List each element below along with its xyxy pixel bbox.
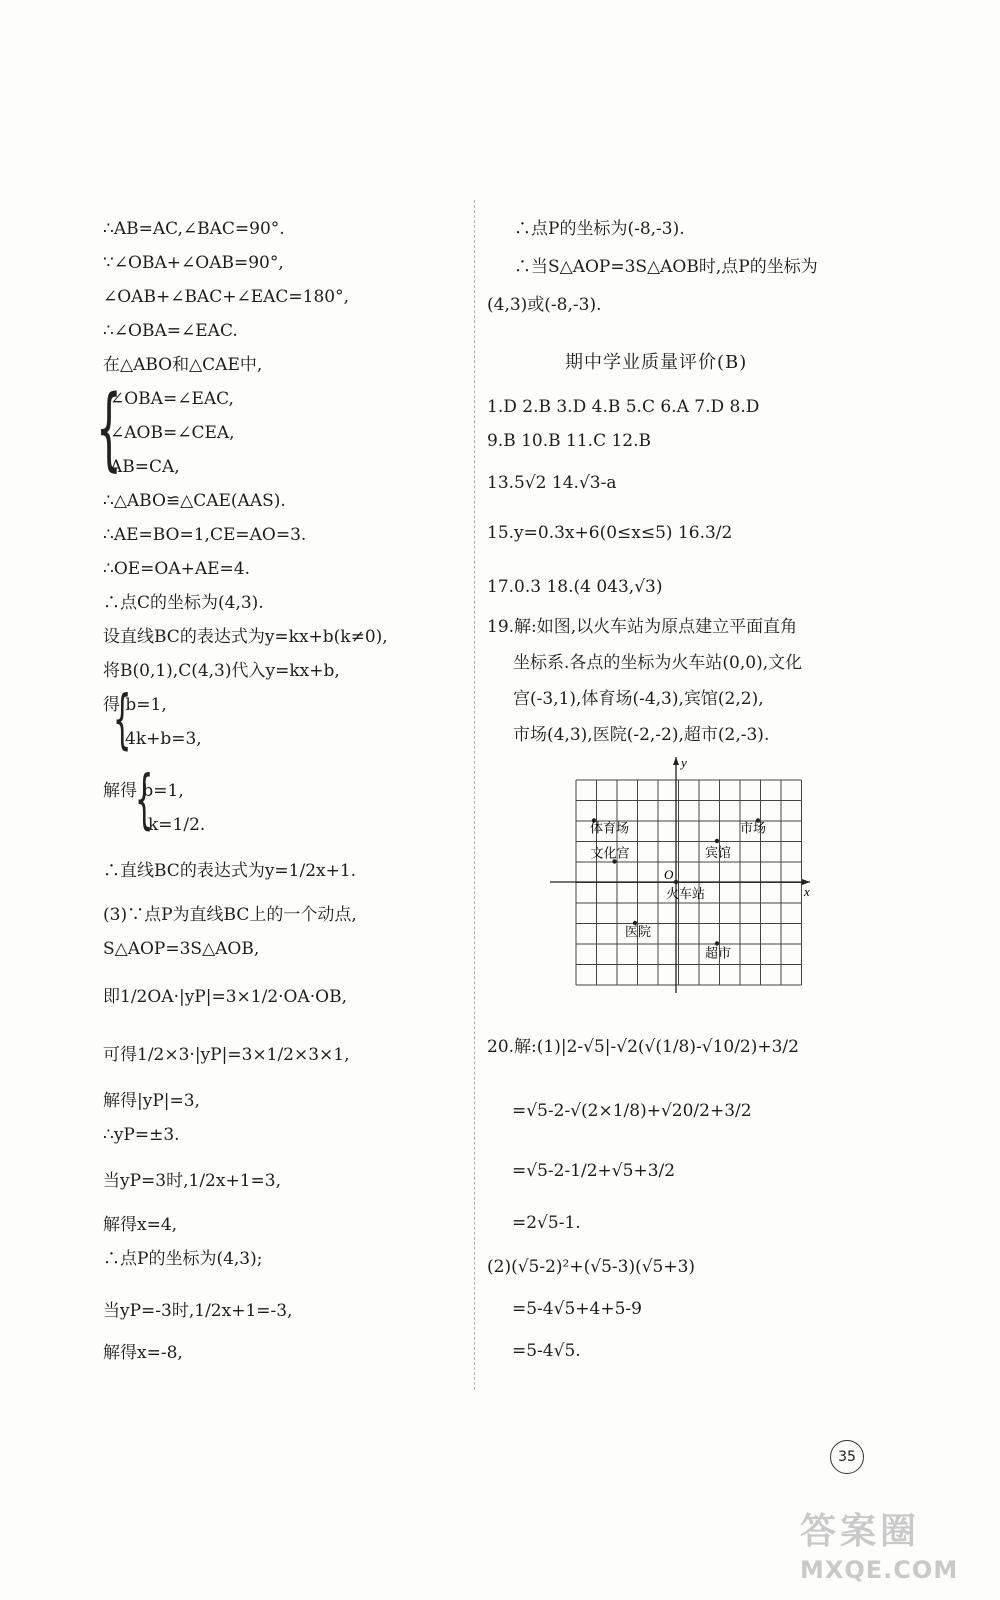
solution-line: (3)∵点P为直线BC上的一个动点,: [103, 905, 357, 925]
solution-line: ∴yP=±3.: [103, 1125, 180, 1145]
answer-line: =5-4√5+4+5-9: [512, 1299, 642, 1319]
location-point: [674, 880, 678, 884]
grid-axes: [550, 755, 810, 993]
solution-line: ∠OBA=∠EAC,: [110, 389, 234, 409]
section-title: 期中学业质量评价(B): [565, 352, 748, 373]
answer-line: 9.B 10.B 11.C 12.B: [487, 431, 652, 451]
system-brace: {: [96, 376, 122, 481]
coordinate-grid-figure: [548, 755, 818, 1000]
answer-line: =2√5-1.: [512, 1213, 581, 1233]
solution-line: ∠OAB+∠BAC+∠EAC=180°,: [103, 287, 349, 307]
location-label: 火车站: [666, 886, 706, 901]
solution-line: ∴OE=OA+AE=4.: [103, 559, 251, 579]
location-label: 宾馆: [705, 845, 732, 860]
location-point: [715, 839, 719, 843]
answer-line: 17.0.3 18.(4 043,√3): [487, 577, 663, 597]
system-brace: {: [113, 683, 132, 757]
answer-line: 宫(-3,1),体育场(-4,3),宾馆(2,2),: [513, 689, 764, 709]
location-label: 市场: [740, 820, 767, 836]
answer-line: =√5-2-√(2×1/8)+√20/2+3/2: [512, 1101, 752, 1121]
solution-line: ∴AE=BO=1,CE=AO=3.: [103, 525, 307, 545]
y-axis-arrow-icon: [673, 757, 679, 765]
solution-line: S△AOP=3S△AOB,: [103, 939, 260, 959]
solution-line: ∴当S△AOP=3S△AOB时,点P的坐标为: [514, 257, 818, 277]
watermark-url: MXQE.COM: [800, 1556, 959, 1584]
solution-line: 当yP=-3时,1/2x+1=-3,: [103, 1301, 293, 1321]
answer-line: 13.5√2 14.√3-a: [487, 473, 617, 493]
solution-line: 解得 b=1,: [103, 781, 184, 801]
x-axis-label: x: [804, 884, 810, 899]
solution-line: AB=CA,: [110, 457, 180, 477]
solution-line: (4,3)或(-8,-3).: [487, 295, 602, 315]
solution-line: ∴直线BC的表达式为y=1/2x+1.: [103, 861, 357, 881]
solution-line: 设直线BC的表达式为y=kx+b(k≠0),: [103, 627, 388, 647]
solution-line: 将B(0,1),C(4,3)代入y=kx+b,: [103, 661, 340, 681]
answer-line: 20.解:(1)|2-√5|-√2(√(1/8)-√10/2)+3/2: [487, 1037, 799, 1057]
solution-line: ∵∠OBA+∠OAB=90°,: [103, 253, 284, 273]
answer-line: 1.D 2.B 3.D 4.B 5.C 6.A 7.D 8.D: [487, 397, 760, 417]
solution-line: ∴△ABO≌△CAE(AAS).: [103, 491, 286, 511]
watermark-logo: [800, 1512, 980, 1584]
page-number: 35: [830, 1440, 864, 1474]
answer-line: =5-4√5.: [512, 1341, 581, 1361]
solution-line: 解得x=-8,: [103, 1343, 183, 1363]
solution-line: ∠AOB=∠CEA,: [110, 423, 235, 443]
solution-line: 在△ABO和△CAE中,: [103, 355, 263, 375]
solution-line: 即1/2OA·|yP|=3×1/2·OA·OB,: [103, 987, 347, 1007]
solution-line: ∴AB=AC,∠BAC=90°.: [103, 219, 285, 239]
solution-line: 得 b=1,: [103, 695, 167, 715]
location-label: 超市: [705, 945, 732, 961]
solution-line: 解得x=4,: [103, 1215, 178, 1235]
solution-line: ∴点P的坐标为(-8,-3).: [514, 219, 685, 239]
answer-line: 市场(4,3),医院(-2,-2),超市(2,-3).: [513, 725, 770, 745]
solution-line: 当yP=3时,1/2x+1=3,: [103, 1171, 281, 1191]
solution-line: 4k+b=3,: [125, 729, 202, 749]
solution-line: 可得1/2×3·|yP|=3×1/2×3×1,: [103, 1045, 350, 1065]
answer-line: 坐标系.各点的坐标为火车站(0,0),文化: [513, 653, 803, 673]
answer-line: (2)(√5-2)²+(√5-3)(√5+3): [487, 1257, 696, 1277]
solution-line: ∴点P的坐标为(4,3);: [103, 1249, 263, 1269]
watermark-text: 答案圈: [800, 1511, 921, 1552]
solution-line: ∴∠OBA=∠EAC.: [103, 321, 238, 341]
answer-line: 15.y=0.3x+6(0≤x≤5) 16.3/2: [487, 523, 733, 543]
origin-label: O: [664, 867, 674, 882]
location-label: 医院: [625, 924, 652, 939]
answer-line: 19.解:如图,以火车站为原点建立平面直角: [487, 617, 798, 637]
answer-line: =√5-2-1/2+√5+3/2: [512, 1161, 676, 1181]
location-label: 体育场: [590, 820, 630, 836]
column-divider: [474, 200, 475, 1390]
solution-line: k=1/2.: [148, 815, 206, 835]
system-brace: {: [135, 763, 154, 837]
solution-line: ∴点C的坐标为(4,3).: [103, 593, 264, 613]
location-label: 文化宫: [590, 845, 630, 861]
y-axis-label: y: [681, 755, 687, 770]
solution-line: 解得|yP|=3,: [103, 1091, 200, 1111]
